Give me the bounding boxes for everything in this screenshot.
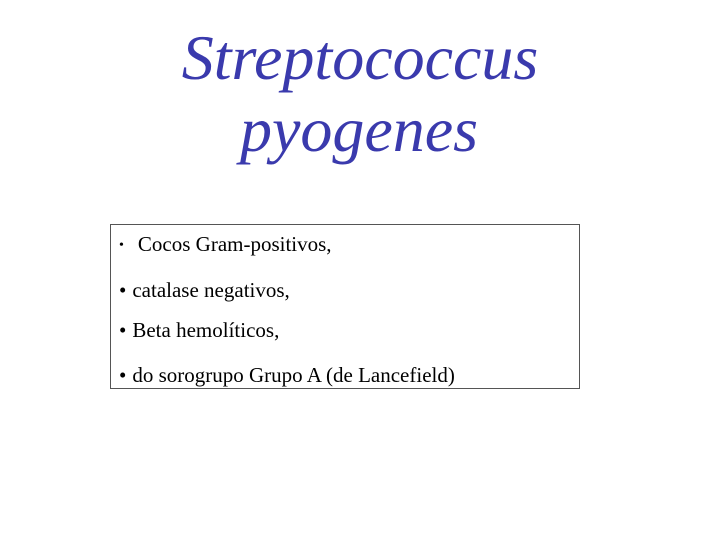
bullet-dot: • <box>119 363 127 387</box>
bullet-dot: • <box>119 278 127 302</box>
bullet-text: Beta hemolíticos, <box>132 318 280 342</box>
title-line-genus: Streptococcus <box>181 22 539 93</box>
bullet-text: catalase negativos, <box>132 278 290 302</box>
bullet-item-serogroup <box>119 363 455 387</box>
slide-title <box>0 22 720 166</box>
bullet-item-catalase <box>119 278 290 302</box>
title-line-species: pyogenes <box>239 94 479 165</box>
bullet-dot: • <box>119 238 124 253</box>
bullet-text: do sorogrupo Grupo A (de Lancefield) <box>132 363 455 387</box>
bullet-item-gram <box>119 232 332 258</box>
bullet-dot: • <box>119 318 127 342</box>
bullet-item-hemolysis <box>119 318 279 342</box>
bullet-box <box>110 224 580 389</box>
bullet-text: Cocos Gram-positivos, <box>137 232 332 256</box>
